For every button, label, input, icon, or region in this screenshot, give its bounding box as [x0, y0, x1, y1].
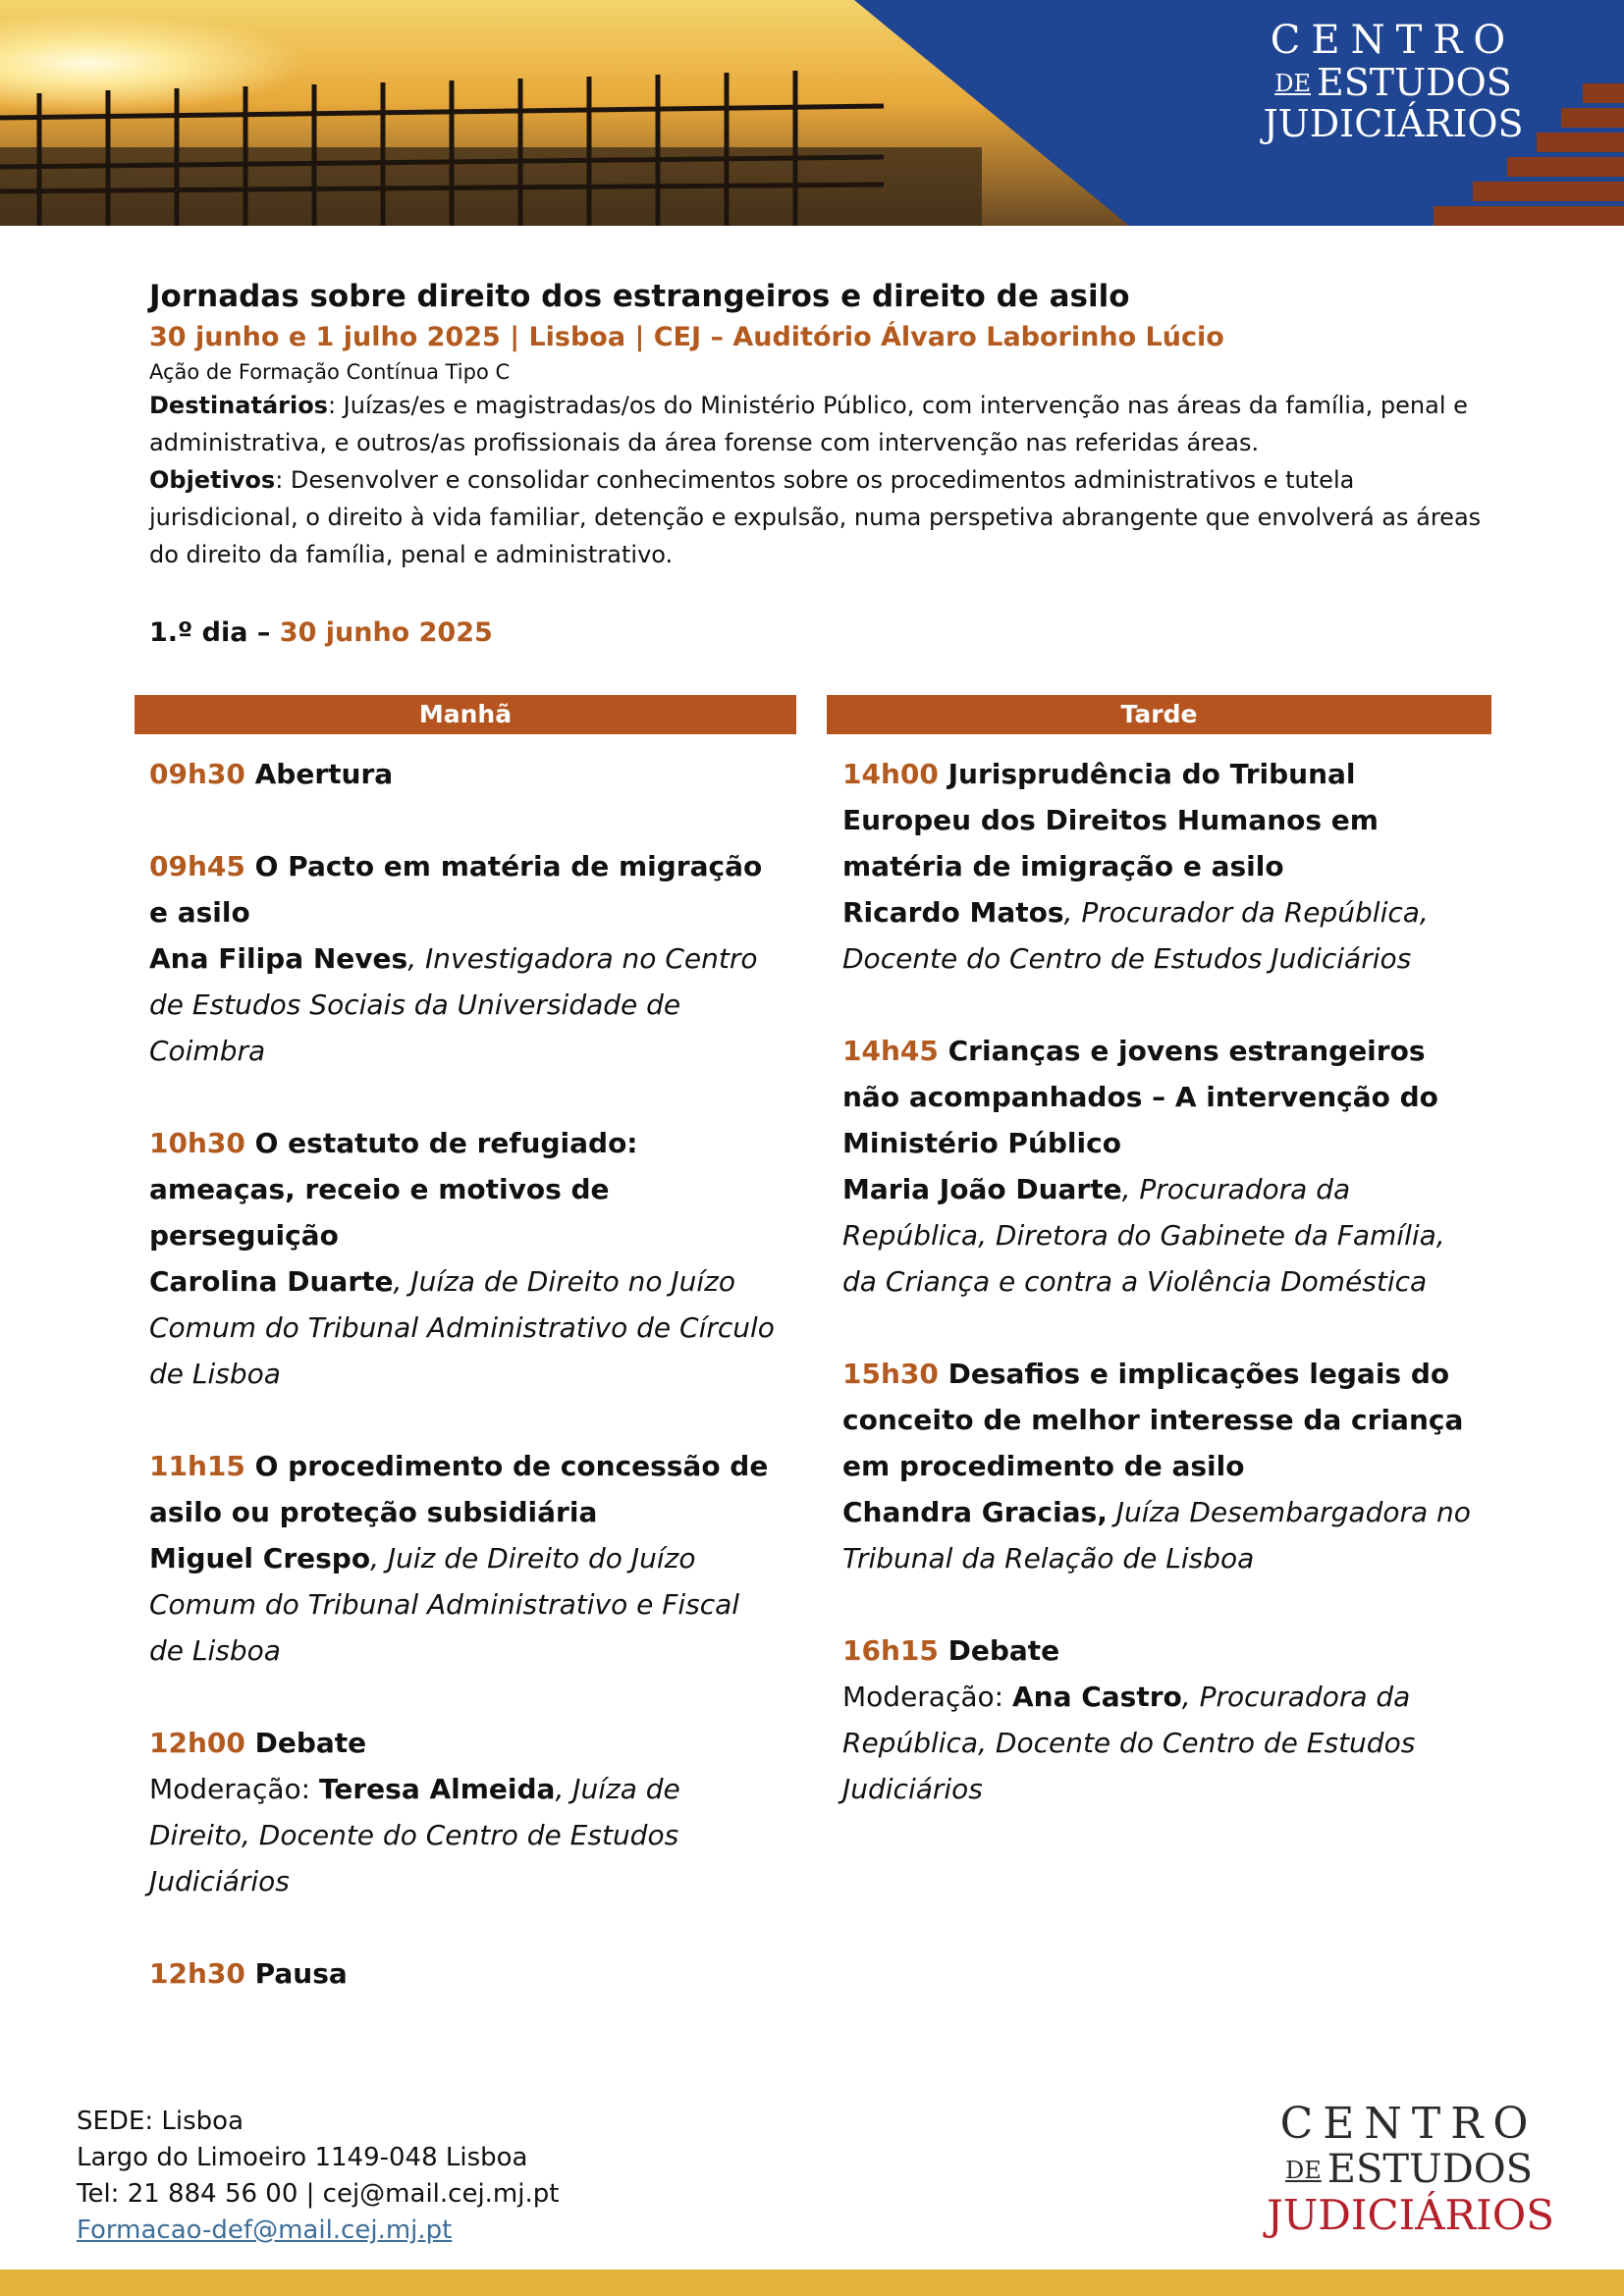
moderation-label: Moderação:: [842, 1681, 1012, 1713]
session-role: , Juíza de Direito, Docente do Centro de Estudos Judiciários: [149, 1773, 680, 1897]
session-topic: O Pacto em matéria de migração e asilo: [149, 850, 763, 929]
logo-estudos: ESTUDOS: [1326, 2147, 1534, 2192]
session-topic: Desafios e implicações legais do conceito de melhor interesse da criança em procedimento de asilo: [842, 1358, 1464, 1482]
footer-email-link[interactable]: Formacao-def@mail.cej.mj.pt: [77, 2216, 453, 2245]
session-speaker: Ana Castro: [1011, 1681, 1182, 1713]
morning-column: [149, 751, 778, 2043]
logo-line-2: [1267, 2148, 1551, 2192]
session-role: , Investigadora no Centro de Estudos Sociais da Universidade de Coimbra: [149, 942, 758, 1067]
session-item: [149, 1950, 778, 1997]
session-time: 15h30: [842, 1358, 939, 1390]
session-item: [149, 1720, 778, 1904]
event-subtitle: 30 junho e 1 julho 2025 | Lisboa | CEJ – Auditório Álvaro Laborinho Lúcio: [149, 322, 1224, 352]
logo-line-1: CENTRO: [1279, 2099, 1539, 2149]
session-speaker: Maria João Duarte: [842, 1173, 1122, 1205]
session-speaker: Ana Filipa Neves: [149, 942, 408, 975]
session-item: [842, 1628, 1481, 1812]
event-type: Ação de Formação Contínua Tipo C: [149, 360, 511, 384]
session-time: 11h15: [149, 1450, 245, 1482]
session-speaker: Ricardo Matos: [842, 896, 1064, 929]
session-topic: Crianças e jovens estrangeiros não acompanhados – A intervenção do Ministério Público: [842, 1035, 1438, 1159]
session-role: , Procuradora da República, Docente do Centro de Estudos Judiciários: [842, 1681, 1416, 1805]
session-speaker: Carolina Duarte: [149, 1265, 394, 1298]
session-time: 09h30: [149, 758, 245, 790]
destinatarios-paragraph: [149, 387, 1485, 461]
session-time: 10h30: [149, 1127, 245, 1159]
session-role: , Juiz de Direito do Juízo Comum do Tribunal Administrativo e Fiscal de Lisboa: [149, 1542, 740, 1667]
logo-estudos: ESTUDOS: [1316, 61, 1512, 104]
footer-sede: SEDE: Lisboa: [77, 2107, 244, 2136]
moderation-label: Moderação:: [149, 1773, 319, 1805]
session-role: Juíza Desembargadora no Tribunal da Relação de Lisboa: [842, 1496, 1471, 1575]
session-time: 09h45: [149, 850, 245, 882]
afternoon-header: Tarde: [827, 695, 1491, 734]
session-time: 12h00: [149, 1727, 245, 1759]
logo-de: DE: [1284, 2157, 1322, 2184]
intro-section: [149, 275, 1485, 573]
session-time: 12h30: [149, 1957, 245, 1990]
destinatarios-text: : Juízas/es e magistradas/os do Ministério Público, com intervenção nas áreas da família, penal e administrativa, e outros/as profissionais da área forense com intervenção nas referidas áreas.: [149, 392, 1468, 456]
session-topic: Pausa: [244, 1957, 348, 1990]
session-speaker: Miguel Crespo: [149, 1542, 371, 1575]
logo-line-2: [1241, 63, 1545, 103]
page-title: Jornadas sobre direito dos estrangeiros e direito de asilo: [149, 279, 1130, 314]
session-role: , Procurador da República, Docente do Centro de Estudos Judiciários: [842, 896, 1429, 975]
objetivos-label: Objetivos: [149, 466, 276, 494]
logo-line-3: JUDICIÁRIOS: [1267, 2191, 1554, 2239]
session-item: [149, 843, 778, 1074]
logo-line-1: CENTRO: [1270, 18, 1517, 63]
session-topic: Jurisprudência do Tribunal Europeu dos Direitos Humanos em matéria de imigração e asilo: [842, 758, 1379, 882]
logo-de: DE: [1274, 70, 1311, 97]
header-banner: [0, 0, 1624, 226]
footer-tel: Tel: 21 884 56 00 | cej@mail.cej.mj.pt: [77, 2179, 560, 2209]
destinatarios-label: Destinatários: [149, 392, 328, 419]
session-item: [149, 1120, 778, 1397]
session-role: , Juíza de Direito no Juízo Comum do Tribunal Administrativo de Círculo de Lisboa: [149, 1265, 775, 1390]
session-time: 14h45: [842, 1035, 939, 1067]
day-date: 30 junho 2025: [279, 617, 493, 648]
footer-logo: [1267, 2099, 1554, 2239]
afternoon-column: [842, 751, 1481, 1858]
session-speaker: Chandra Gracias,: [842, 1496, 1108, 1528]
objetivos-paragraph: [149, 461, 1485, 573]
day-heading: [149, 614, 493, 653]
session-item: [842, 751, 1481, 982]
session-item: [842, 1351, 1481, 1581]
footer-address: Largo do Limoeiro 1149-048 Lisboa: [77, 2143, 528, 2172]
session-time: 14h00: [842, 758, 939, 790]
session-time: 16h15: [842, 1634, 939, 1667]
session-topic: O estatuto de refugiado: ameaças, receio e motivos de perseguição: [149, 1127, 638, 1252]
objetivos-text: : Desenvolver e consolidar conhecimentos sobre os procedimentos administrativos e tutela jurisdicional, o direito à vida familiar, detenção e expulsão, numa perspetiva abrangente que envolverá as áreas do direito da família, penal e administrativo.: [149, 466, 1482, 568]
header-logo: [1241, 18, 1545, 144]
session-speaker: Teresa Almeida: [318, 1773, 556, 1805]
session-topic: Abertura: [244, 758, 394, 790]
bottom-bar: [0, 2269, 1624, 2296]
session-item: [149, 751, 778, 797]
day-label: 1.º dia –: [149, 617, 280, 648]
logo-line-3: JUDICIÁRIOS: [1263, 102, 1524, 145]
session-topic: Debate: [938, 1634, 1060, 1667]
session-topic: Debate: [244, 1727, 367, 1759]
footer-contact: [77, 2104, 559, 2249]
morning-header: Manhã: [135, 695, 796, 734]
session-topic: O procedimento de concessão de asilo ou proteção subsidiária: [149, 1450, 769, 1528]
session-role: , Procuradora da República, Diretora do Gabinete da Família, da Criança e contra a Violência Doméstica: [842, 1173, 1445, 1298]
session-item: [842, 1028, 1481, 1305]
session-item: [149, 1443, 778, 1674]
